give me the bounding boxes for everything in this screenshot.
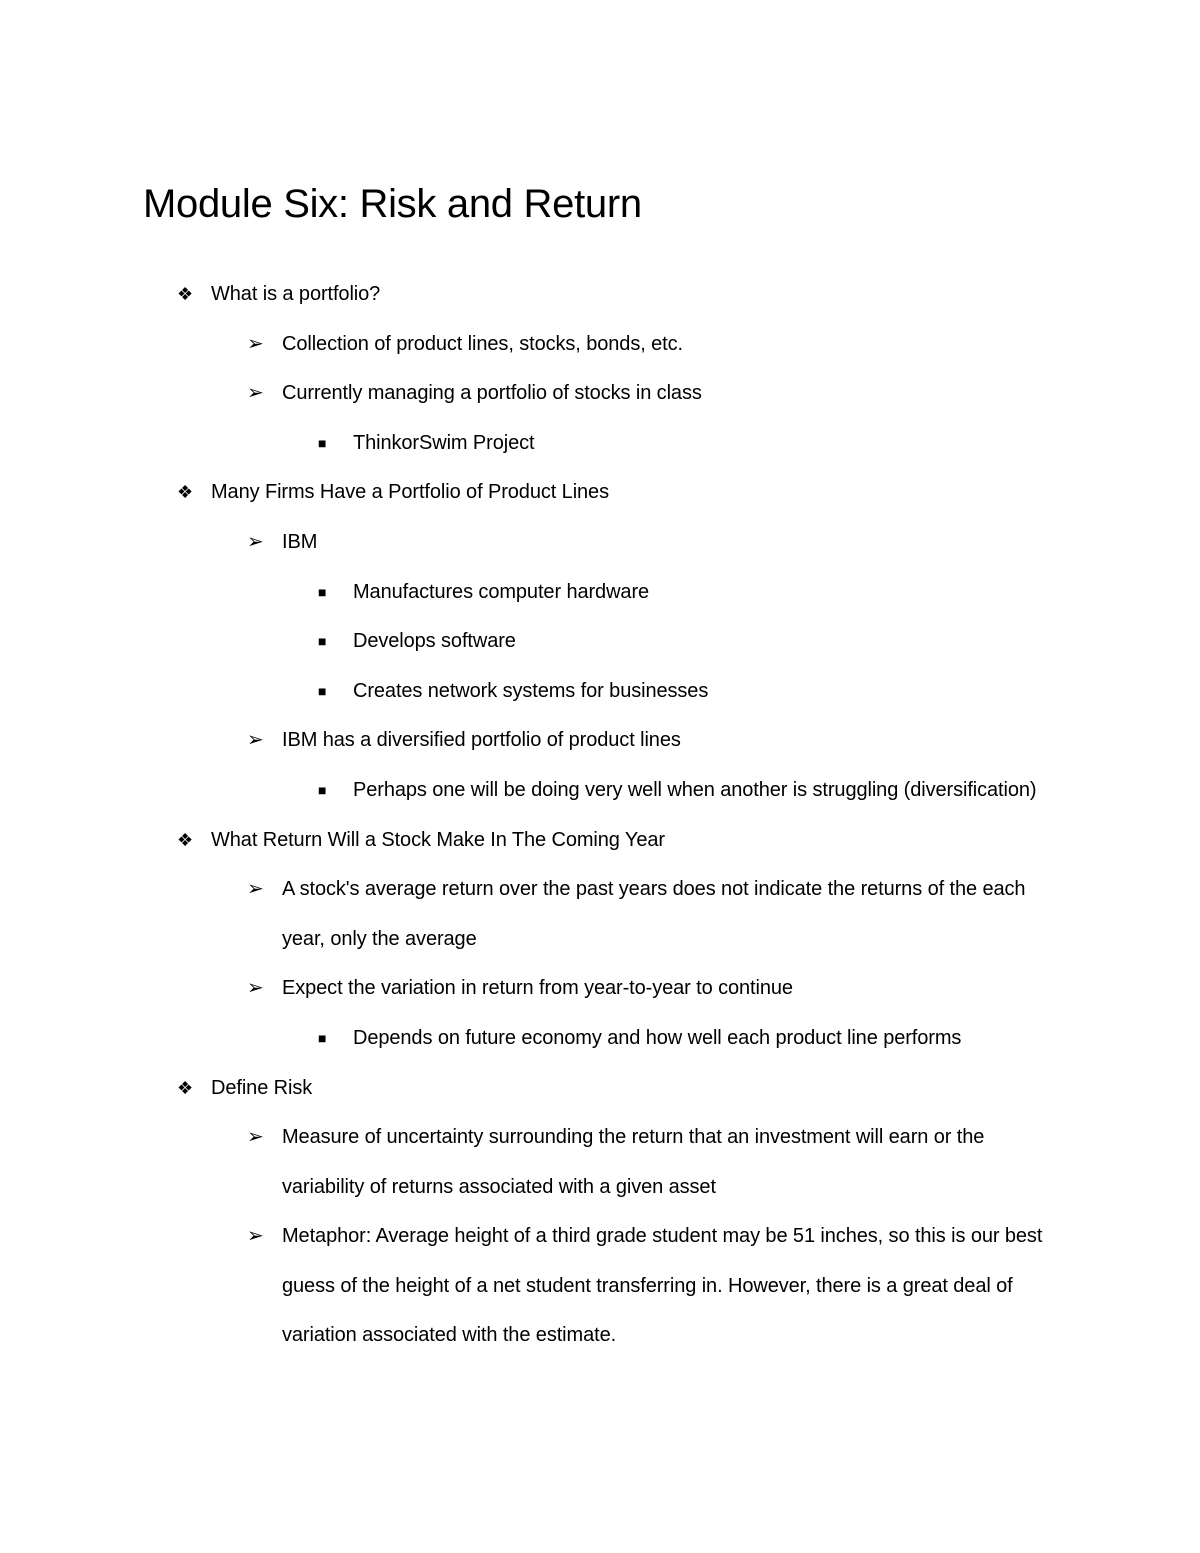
list-item-text: A stock's average return over the past years does not indicate the returns of the each year, only the average (282, 878, 1026, 950)
list-item (0, 419, 1053, 469)
list-item-text: IBM (282, 530, 318, 553)
list-item-text: Manufactures computer hardware (353, 580, 650, 603)
bullet-icon: ■ (318, 781, 327, 798)
bullet-icon: ➢ (247, 977, 264, 1000)
list-item-text: Metaphor: Average height of a third grade student may be 51 inches, so this is our best guess of the height of a net student transferring in. However, there is a great deal of variation associated with the estimate. (282, 1225, 1043, 1347)
list-item (0, 1064, 1051, 1114)
bullet-icon: ➢ (247, 1225, 264, 1248)
list-item-text: Currently managing a portfolio of stocks in class (282, 382, 702, 405)
list-item-text: Creates network systems for businesses (353, 679, 709, 702)
list-item (0, 1113, 1052, 1212)
list-item-text: Expect the variation in return from year-to-year to continue (282, 977, 793, 1000)
list-item-text: Depends on future economy and how well each product line performs (353, 1026, 962, 1049)
bullet-icon: ➢ (247, 729, 264, 752)
bullet-icon: ■ (318, 583, 327, 600)
list-item (0, 816, 1051, 866)
bullet-icon: ➢ (247, 1126, 264, 1149)
bullet-icon: ■ (318, 1029, 327, 1046)
bullet-icon: ➢ (247, 530, 264, 553)
bullet-icon: ■ (318, 633, 327, 650)
list-item (0, 320, 1052, 370)
bullet-icon: ■ (318, 434, 327, 451)
list-item (0, 964, 1052, 1014)
bullet-icon: ❖ (177, 482, 194, 503)
list-item-text: ThinkorSwim Project (353, 431, 535, 454)
list-item (0, 1212, 1052, 1361)
outline-list (0, 270, 1200, 1361)
list-item-text: Develops software (353, 630, 516, 653)
list-item-text: Measure of uncertainty surrounding the return that an investment will earn or the variability of returns associated with a given asset (282, 1126, 985, 1198)
list-item (0, 270, 1051, 320)
list-item-text: Many Firms Have a Portfolio of Product Lines (211, 481, 609, 504)
list-item (0, 369, 1052, 419)
list-item-text: Collection of product lines, stocks, bonds, etc. (282, 332, 683, 355)
list-item (0, 667, 1053, 717)
list-item-text: Perhaps one will be doing very well when another is struggling (diversification) (353, 778, 1037, 801)
bullet-icon: ➢ (247, 878, 264, 901)
list-item-text: Define Risk (211, 1076, 313, 1099)
bullet-icon: ❖ (177, 829, 194, 850)
list-item (0, 865, 1052, 964)
bullet-icon: ❖ (177, 284, 194, 304)
list-item (0, 568, 1053, 618)
list-item (0, 518, 1052, 568)
list-item-text: IBM has a diversified portfolio of product lines (282, 729, 681, 752)
list-item-text: What Return Will a Stock Make In The Coming Year (211, 828, 665, 851)
bullet-icon: ❖ (177, 1077, 194, 1098)
bullet-icon: ➢ (247, 382, 264, 405)
bullet-icon: ➢ (247, 332, 264, 355)
list-item (0, 1014, 1053, 1064)
list-item (0, 468, 1051, 518)
list-item (0, 766, 1053, 816)
bullet-icon: ■ (318, 682, 327, 699)
list-item-text: What is a portfolio? (211, 283, 381, 305)
page-title: Module Six: Risk and Return (143, 182, 642, 226)
list-item (0, 716, 1052, 766)
list-item (0, 617, 1053, 667)
